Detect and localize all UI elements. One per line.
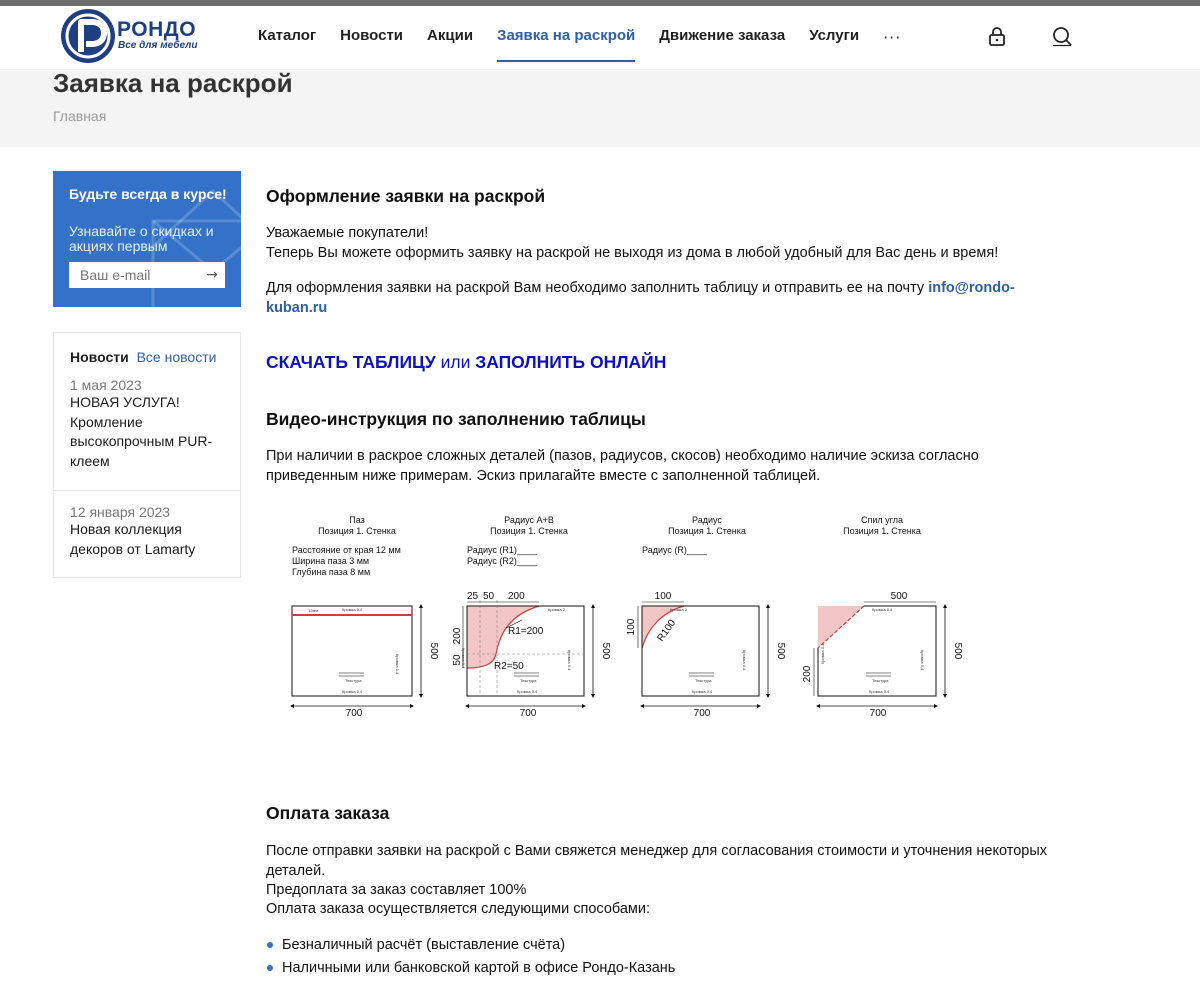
video-heading: Видео-инструкция по заполнению таблицы (266, 409, 646, 429)
email-link[interactable]: info@rondo-kuban.ru (266, 280, 1015, 316)
nav-item-promotions[interactable]: Акции (427, 27, 474, 44)
sketch-label: Кромка 0.4 (692, 689, 713, 694)
lock-icon[interactable] (985, 24, 1009, 48)
sketch-label: Кромка 0.4 (742, 650, 747, 671)
download-table-link[interactable]: СКАЧАТЬ ТАБЛИЦУ (266, 352, 436, 372)
sketch-label: Кромка 0.4 (920, 650, 925, 671)
sketch-line: Радиус (R1)____ (467, 545, 537, 555)
sketch-label: Текстура (345, 678, 362, 683)
nav-item-services[interactable]: Услуги (809, 27, 860, 44)
sketch-label: Текстура (872, 678, 889, 683)
sketch-dimension: 200 (802, 665, 813, 683)
sketch-label: Кромка 0.4 (342, 607, 363, 612)
sketch-dimension: 100 (654, 591, 672, 602)
sketch-label: Кромка 0.4 (395, 654, 400, 675)
or-text: или (440, 352, 471, 372)
payment-methods-intro: Оплата заказа осуществляется следующими способами: (266, 901, 651, 917)
sketch-dimension: 500 (600, 642, 611, 660)
sketch-line: Глубина паза 8 мм (292, 567, 371, 577)
page-title: Заявка на раскрой (53, 68, 293, 98)
sketch-dimension: 50 (452, 654, 463, 666)
nav-more-button[interactable]: ··· (883, 28, 902, 47)
sketch-label: Кромка 0.4 (869, 689, 890, 694)
news-heading (70, 349, 216, 365)
payment-text: После отправки заявки на раскрой с Вами свяжется менеджер для согласования стоимости и уточнения некоторых деталей. (266, 843, 1048, 879)
instruction-text (266, 279, 1066, 318)
instruction-prefix: Для оформления заявки на раскрой Вам необходимо заполнить таблицу и отправить ее на почту (266, 280, 929, 296)
sketch-title: Паз (349, 515, 365, 525)
logo-subtitle: Все для мебели (118, 40, 198, 51)
logo-mark-icon (60, 8, 116, 64)
site-logo[interactable] (60, 8, 200, 64)
download-line (266, 352, 666, 373)
sketch-dimension: 700 (869, 708, 887, 719)
news-title[interactable]: НОВАЯ УСЛУГА! Кромление высокопрочным PUR-клеем (70, 394, 213, 469)
sketch-line: Расстояние от края 12 мм (292, 545, 401, 555)
sketch-label: Текстура (520, 678, 537, 683)
sketch-dimension: 200 (452, 627, 463, 645)
fill-online-link[interactable]: ЗАПОЛНИТЬ ОНЛАЙН (475, 352, 667, 372)
news-date: 1 мая 2023 (70, 377, 142, 393)
subscribe-box (53, 171, 241, 307)
payment-heading: Оплата заказа (266, 803, 390, 823)
intro-text: Теперь Вы можете оформить заявку на раскрой не выходя из дома в любой удобный для Вас день и время! (266, 245, 999, 261)
breadcrumb-home[interactable]: Главная (53, 108, 107, 124)
sketch-title: Радиус (692, 515, 722, 525)
sketch-label: 12мм (308, 608, 318, 613)
main-nav (258, 6, 901, 70)
sketch-line: Ширина паза 3 мм (292, 556, 370, 566)
search-icon[interactable] (1050, 24, 1074, 48)
sketch-dimension: 700 (519, 708, 537, 719)
sketch-title: Спил угла (861, 515, 903, 525)
sketch-dimension: 500 (890, 591, 908, 602)
sketch-corner-cut (802, 515, 963, 719)
order-heading: Оформление заявки на раскрой (266, 186, 546, 206)
sketch-groove (292, 515, 439, 719)
list-item: Наличными или банковской картой в офисе Рондо-Казань (266, 957, 675, 980)
sketch-label: Кромка 0.4 (820, 643, 825, 664)
sketch-dimension: 100 (626, 618, 637, 636)
sketch-dimension: 500 (428, 642, 439, 660)
sketch-position: Позиция 1. Стенка (318, 526, 396, 536)
news-divider (54, 490, 240, 491)
sketch-label: Кромка 0.4 (567, 650, 572, 671)
sketch-radius (626, 515, 786, 719)
sketch-label: Кромка 0.4 (517, 689, 538, 694)
news-item[interactable] (70, 377, 235, 471)
sketch-dimension: 700 (693, 708, 711, 719)
sketch-dimension: 200 (508, 591, 525, 602)
nav-item-catalog[interactable]: Каталог (258, 27, 317, 44)
news-heading-title: Новости (70, 349, 129, 365)
sketch-position: Позиция 1. Стенка (490, 526, 568, 536)
all-news-link[interactable]: Все новости (136, 349, 217, 365)
prepay-text: Предоплата за заказ составляет 100% (266, 882, 527, 898)
sketch-title: Радиус А+В (504, 515, 554, 525)
nav-item-order-tracking[interactable]: Движение заказа (659, 27, 786, 44)
sketch-examples-image (284, 508, 964, 728)
logo-text: РОНДО (117, 18, 197, 41)
news-item[interactable] (70, 504, 235, 559)
sketch-note-text: При наличии в раскрое сложных деталей (пазов, радиусов, скосов) необходимо наличие эскиза согласно приведенным ниже примерам. Эскиз прилагайте вместе с заполненной таблицей. (266, 448, 979, 484)
sketch-line: Радиус (R2)____ (467, 556, 537, 566)
sketch-dimension: 50 (483, 591, 495, 602)
sketch-radius-label: R2=50 (494, 661, 524, 672)
news-widget (53, 332, 241, 578)
news-title[interactable]: Новая коллекция декоров от Lamarty (70, 521, 196, 557)
sketch-dimension: 700 (345, 708, 363, 719)
site-header (0, 6, 1200, 70)
sketch-dimension: 25 (467, 591, 479, 602)
nav-item-news[interactable]: Новости (340, 27, 404, 44)
payment-methods-list (266, 934, 675, 980)
sketch-radius-label: R1=200 (508, 626, 544, 637)
sketch-position: Позиция 1. Стенка (843, 526, 921, 536)
arrow-right-icon[interactable]: → (199, 262, 225, 288)
sketch-dimension: 500 (952, 642, 963, 660)
nav-item-cutting-order[interactable]: Заявка на раскрой (497, 6, 635, 70)
sketch-dimension: 500 (775, 642, 786, 660)
sketch-label: Кромка 0.4 (461, 648, 466, 669)
sketch-radius-label: R100 (655, 617, 679, 644)
sketch-label: Кромка 2 (548, 607, 565, 612)
email-input[interactable] (69, 262, 199, 288)
sketch-label: Кромка 0.4 (342, 689, 363, 694)
sketch-label: Текстура (695, 678, 712, 683)
sketch-label: Кромка 2 (670, 607, 687, 612)
sketch-label: Кромка 0.4 (872, 607, 893, 612)
sketch-position: Позиция 1. Стенка (668, 526, 746, 536)
list-item: Безналичный расчёт (выставление счёта) (266, 934, 675, 957)
news-date: 12 января 2023 (70, 504, 171, 520)
sketch-line: Радиус (R)____ (642, 545, 707, 555)
sketch-radius-ab (452, 515, 611, 719)
subscribe-title: Будьте всегда в курсе! (69, 186, 227, 202)
subscribe-text: Узнавайте о скидках и акциях первым (69, 223, 214, 254)
greeting-text: Уважаемые покупатели! (266, 225, 429, 241)
